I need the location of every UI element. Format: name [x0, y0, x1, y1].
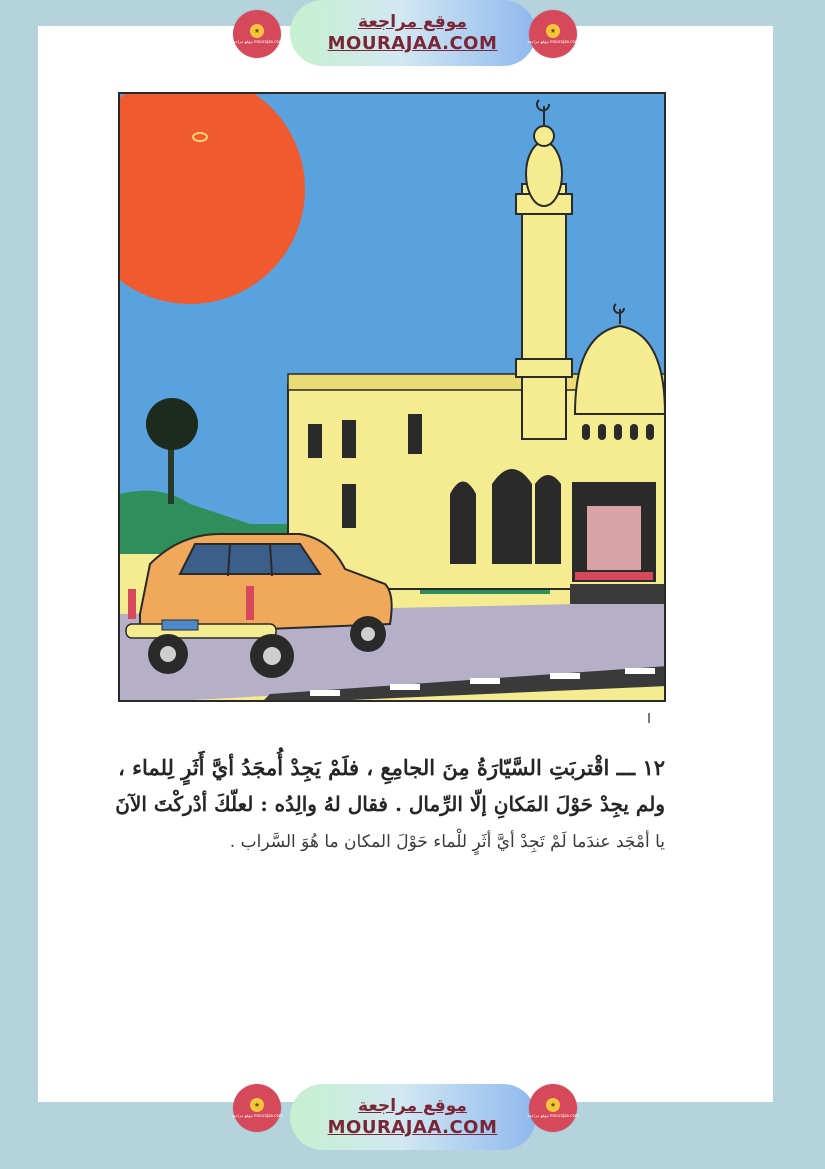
badge-label: موقع مراجعة mourajaa.com: [527, 1113, 579, 1118]
logo-icon: ★: [250, 1098, 264, 1112]
story-illustration: [118, 92, 666, 702]
badge-label: موقع مراجعة mourajaa.com: [231, 39, 283, 44]
site-name-english: MOURAJAA.COM: [327, 33, 498, 54]
story-line-2: ولم يجِدْ حَوْلَ المَكانِ إلّا الرِّمال . فقال لهُ والِدُه : لعلّكَ أدْركْتَ الآنَ: [115, 792, 665, 816]
site-logo-badge-left-bottom[interactable]: [233, 1084, 281, 1132]
illustration-svg: [120, 94, 666, 702]
story-text: [110, 750, 665, 862]
story-line-3: يا أمْجَد عندَما لَمْ تَجِدْ أيَّ أثَرٍ للْماء حَوْلَ المكان ما هُوَ السَّراب .: [229, 832, 665, 852]
logo-icon: ★: [546, 24, 560, 38]
site-logo-badge-right-bottom[interactable]: [529, 1084, 577, 1132]
site-banner-top[interactable]: [290, 0, 536, 66]
site-name-english: MOURAJAA.COM: [327, 1117, 498, 1138]
badge-label: موقع مراجعة mourajaa.com: [527, 39, 579, 44]
site-logo-badge-left[interactable]: [233, 10, 281, 58]
story-line-1: ١٢ ـــ اقْتربَتِ السَّيّارَةُ مِنَ الجامِعِ ، فلَمْ يَجِدْ أُمجَدُ أيَّ أَثَرٍ لِلماء ،: [118, 755, 665, 780]
logo-icon: ★: [546, 1098, 560, 1112]
site-banner-bottom[interactable]: [290, 1084, 536, 1150]
site-logo-badge-right[interactable]: [529, 10, 577, 58]
page-mark: [648, 713, 650, 723]
badge-label: موقع مراجعة mourajaa.com: [231, 1113, 283, 1118]
site-name-arabic: موقع مراجعة: [358, 1096, 467, 1116]
site-name-arabic: موقع مراجعة: [358, 12, 467, 32]
logo-icon: ★: [250, 24, 264, 38]
